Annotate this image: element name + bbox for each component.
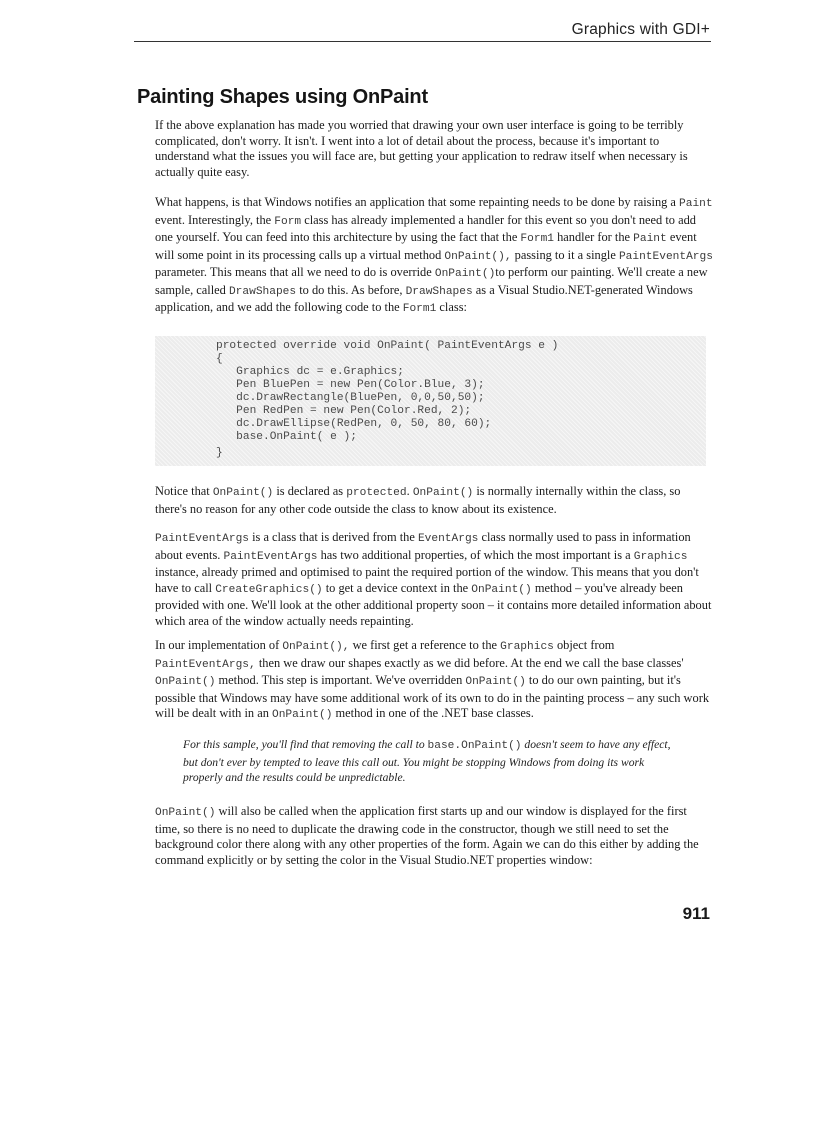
code-line: { [216, 353, 223, 365]
paragraph-painteventargs: PaintEventArgs is a class that is derived from the EventArgs class normally used to pass in information about events. PaintEventArgs has two additional properties, of which the most important is a Graphics instance, already primed and optimised to paint the required portion of the window. This means that you don't have to call CreateGraphics() to get a device context in the OnPaint() method – you've already been provided with one. We'll look at the other additional property soon – it contains more detailed information about which area of the window actually needs repainting. [155, 530, 712, 628]
paragraph-intro: If the above explanation has made you worried that drawing your own user interface is going to be terribly complicated, don't worry. It isn't. I went into a lot of detail about the process, because it's important to understand what the issues you will face are, but getting your application to redraw itself when necessary is actually quite easy. [155, 118, 688, 179]
tip-note: For this sample, you'll find that removing the call to base.OnPaint() doesn't seem to have any effect, but don't ever by tempted to leave this call out. You might be stopping Windows from doing its work properly and the results could be unpredictable. [183, 738, 671, 784]
paragraph-protected-note: Notice that OnPaint() is declared as protected. OnPaint() is normally internally within the class, so there's no reason for any other code outside the class to know about its existence. [155, 484, 681, 516]
code-line: Graphics dc = e.Graphics; [216, 366, 404, 378]
code-line: } [216, 447, 223, 459]
page-number: 911 [682, 904, 710, 923]
header-rule [134, 41, 711, 42]
section-heading: Painting Shapes using OnPaint [137, 86, 428, 108]
paragraph-startup: OnPaint() will also be called when the application first starts up and our window is displayed for the first time, so there is no need to duplicate the drawing code in the constructor, though we still need to set the background color there along with any other properties of the form. Again we can do this either by adding the command explicitly or by setting the color in the Visual Studio.NET properties window: [155, 804, 699, 867]
code-block [155, 336, 706, 466]
code-line: protected override void OnPaint( PaintEventArgs e ) [216, 340, 559, 352]
code-line: dc.DrawRectangle(BluePen, 0,0,50,50); [216, 392, 485, 404]
code-line: base.OnPaint( e ); [216, 431, 357, 443]
paragraph-implementation: In our implementation of OnPaint(), we first get a reference to the Graphics object from PaintEventArgs, then we draw our shapes exactly as we did before. At the end we call the base classes' OnPaint() method. This step is important. We've overridden OnPaint() to do our own painting, but it's possible that Windows may have some additional work of its own to do in the painting process – any such work will be dealt with in an OnPaint() method in one of the .NET base classes. [155, 638, 710, 721]
code-line: Pen BluePen = new Pen(Color.Blue, 3); [216, 379, 485, 391]
paragraph-paint-event: What happens, is that Windows notifies an application that some repainting needs to be done by raising a Paint event. Interestingly, the Form class has already implemented a handler for this event so you don't need to add one yourself. You can feed into this architecture by using the fact that the Form1 handler for the Paint event will some point in its processing calls up a virtual method OnPaint(), passing to it a single PaintEventArgs parameter. This means that all we need to do is override OnPaint()to perform our painting. We'll create a new sample, called DrawShapes to do this. As before, DrawShapes as a Visual Studio.NET-generated Windows application, and we add the following code to the Form1 class: [155, 195, 713, 315]
code-line: dc.DrawEllipse(RedPen, 0, 50, 80, 60); [216, 418, 492, 430]
running-header-title: Graphics with GDI+ [571, 21, 710, 38]
code-line: Pen RedPen = new Pen(Color.Red, 2); [216, 405, 472, 417]
